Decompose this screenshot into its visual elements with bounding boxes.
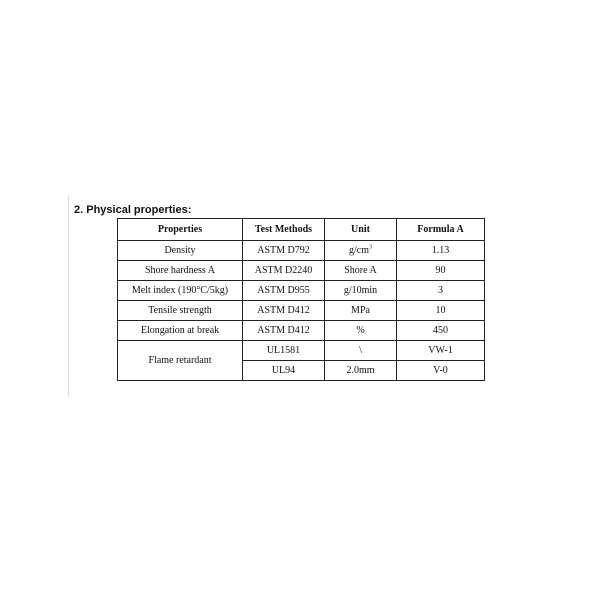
cell-property: Density	[118, 241, 243, 261]
cell-value: 3	[397, 281, 485, 301]
cell-property: Melt index (190°C/5kg)	[118, 281, 243, 301]
table-row	[118, 241, 485, 261]
cell-value: 10	[397, 301, 485, 321]
cell-property: Tensile strength	[118, 301, 243, 321]
unit-base: g/cm	[349, 245, 369, 256]
cell-unit: %	[325, 321, 397, 341]
cell-unit: \	[325, 341, 397, 361]
table-row	[118, 321, 485, 341]
table-row	[118, 281, 485, 301]
cell-value: 1.13	[397, 241, 485, 261]
cell-unit: 2.0mm	[325, 361, 397, 381]
table-row	[118, 301, 485, 321]
table-row	[118, 341, 485, 361]
header-test-methods: Test Methods	[243, 219, 325, 241]
table-header-row	[118, 219, 485, 241]
header-formula-a: Formula A	[397, 219, 485, 241]
physical-properties-table	[117, 218, 485, 381]
cell-method: UL1581	[243, 341, 325, 361]
unit-superscript: 3	[369, 244, 372, 251]
table-row	[118, 261, 485, 281]
cell-value: 450	[397, 321, 485, 341]
cell-method: ASTM D955	[243, 281, 325, 301]
cell-method: ASTM D2240	[243, 261, 325, 281]
header-properties: Properties	[118, 219, 243, 241]
cell-value: VW-1	[397, 341, 485, 361]
cell-unit: g/10min	[325, 281, 397, 301]
cell-property: Shore hardness A	[118, 261, 243, 281]
cell-property: Elongation at break	[118, 321, 243, 341]
cell-method: ASTM D792	[243, 241, 325, 261]
cell-method: ASTM D412	[243, 321, 325, 341]
cell-method: ASTM D412	[243, 301, 325, 321]
cell-value: V-0	[397, 361, 485, 381]
cell-unit: Shore A	[325, 261, 397, 281]
cell-property-flame: Flame retardant	[118, 341, 243, 381]
header-unit: Unit	[325, 219, 397, 241]
cell-unit	[325, 241, 397, 261]
section-heading: 2. Physical properties:	[74, 204, 192, 216]
cell-value: 90	[397, 261, 485, 281]
cell-method: UL94	[243, 361, 325, 381]
cell-unit: MPa	[325, 301, 397, 321]
